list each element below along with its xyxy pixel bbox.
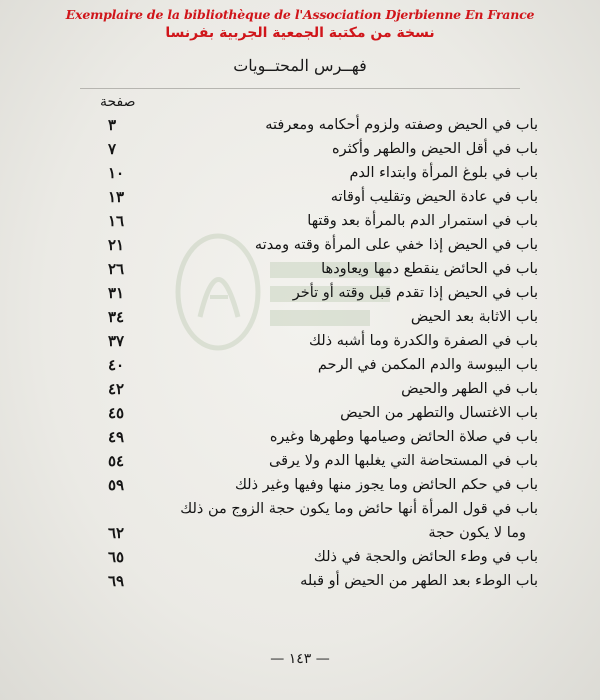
toc-entry-title: باب في الحائض ينقطع دمها ويعاودها — [321, 261, 538, 277]
toc-entry-page: ٣٧ — [108, 332, 125, 350]
toc-entry-page: ٧ — [108, 140, 117, 158]
toc-entry — [60, 305, 538, 329]
toc-entry-title: باب في قول المرأة أنها حائض وما يكون حجة الزوج من ذلك — [180, 501, 538, 517]
page-column-header: صفحة — [100, 94, 136, 110]
toc-entry-title: باب في أقل الحيض والطهر وأكثره — [332, 141, 538, 157]
toc-entry-page: ٢٦ — [108, 260, 125, 278]
toc-entry-page: ١٦ — [108, 212, 125, 230]
toc-entry-page: ٦٥ — [108, 548, 125, 566]
toc-entry-title: باب الاغتسال والتطهر من الحيض — [340, 405, 538, 421]
toc-entry-title: باب الوطء بعد الطهر من الحيض أو قبله — [300, 573, 538, 589]
toc-entry — [60, 449, 538, 473]
library-stamp-french: Exemplaire de la bibliothèque de l'Association Djerbienne En France — [65, 7, 535, 22]
toc-entry-title: باب في بلوغ المرأة وابتداء الدم — [349, 165, 538, 181]
toc-entry — [60, 425, 538, 449]
toc-entry-page: ٣٤ — [108, 308, 125, 326]
toc-entry-page: ٢١ — [108, 236, 125, 254]
toc-entry-title: باب في الصفرة والكدرة وما أشبه ذلك — [308, 333, 538, 349]
table-of-contents — [60, 113, 538, 593]
toc-entry-title: باب الاثابة بعد الحيض — [410, 309, 538, 325]
toc-entry — [60, 473, 538, 497]
toc-entry-page: ٣ — [108, 116, 117, 134]
toc-entry-page: ٤٥ — [108, 404, 125, 422]
toc-entry-page: ٥٤ — [108, 452, 125, 470]
toc-entry — [60, 209, 538, 233]
toc-entry — [60, 329, 538, 353]
toc-entry — [60, 161, 538, 185]
toc-entry-title: باب في وطء الحائض والحجة في ذلك — [313, 549, 538, 565]
toc-entry — [60, 545, 538, 569]
toc-entry-page: ٦٢ — [108, 524, 125, 542]
toc-entry — [60, 377, 538, 401]
toc-entry-page: ١٣ — [108, 188, 125, 206]
toc-entry — [60, 137, 538, 161]
toc-entry-title: وما لا يكون حجة — [428, 525, 526, 541]
toc-entry — [60, 185, 538, 209]
toc-entry-page: ٤٩ — [108, 428, 125, 446]
toc-entry-title: باب في حكم الحائض وما يجوز منها وفيها وغير ذلك — [234, 477, 538, 493]
toc-entry — [60, 257, 538, 281]
toc-entry — [60, 401, 538, 425]
toc-entry-title: باب في المستحاضة التي يغلبها الدم ولا يرقى — [269, 453, 538, 469]
toc-entry-title: باب في الطهر والحيض — [401, 381, 538, 397]
toc-entry — [60, 569, 538, 593]
toc-entry-page: ٥٩ — [108, 476, 125, 494]
toc-entry — [60, 281, 538, 305]
toc-entry-page: ٣١ — [108, 284, 125, 302]
toc-entry-title: باب اليبوسة والدم المكمن في الرحم — [317, 357, 538, 373]
toc-entry — [60, 113, 538, 137]
page-number: — ١٤٣ — — [270, 651, 330, 667]
toc-entry-title: باب في الحيض إذا خفي على المرأة وقته ومدته — [254, 237, 538, 253]
toc-entry-page: ١٠ — [108, 164, 125, 182]
toc-entry — [60, 521, 538, 545]
library-stamp-arabic: نسخة من مكتبة الجمعية الجربية بفرنسا — [165, 25, 435, 41]
toc-entry-page: ٤٢ — [108, 380, 125, 398]
toc-entry-title: باب في صلاة الحائض وصيامها وطهرها وغيره — [269, 429, 538, 445]
toc-entry-title: باب في استمرار الدم بالمرأة بعد وقتها — [307, 213, 538, 229]
page-title: فهــرس المحتــويات — [233, 56, 367, 75]
title-divider — [80, 88, 520, 89]
toc-entry — [60, 353, 538, 377]
toc-entry-title: باب في الحيض إذا تقدم قبل وقته أو تأخر — [292, 285, 538, 301]
toc-entry — [60, 497, 538, 521]
toc-entry-page: ٦٩ — [108, 572, 125, 590]
toc-entry-page: ٤٠ — [108, 356, 125, 374]
toc-entry-title: باب في عادة الحيض وتقليب أوقاته — [330, 189, 538, 205]
toc-entry — [60, 233, 538, 257]
toc-entry-title: باب في الحيض وصفته ولزوم أحكامه ومعرفته — [265, 117, 538, 133]
